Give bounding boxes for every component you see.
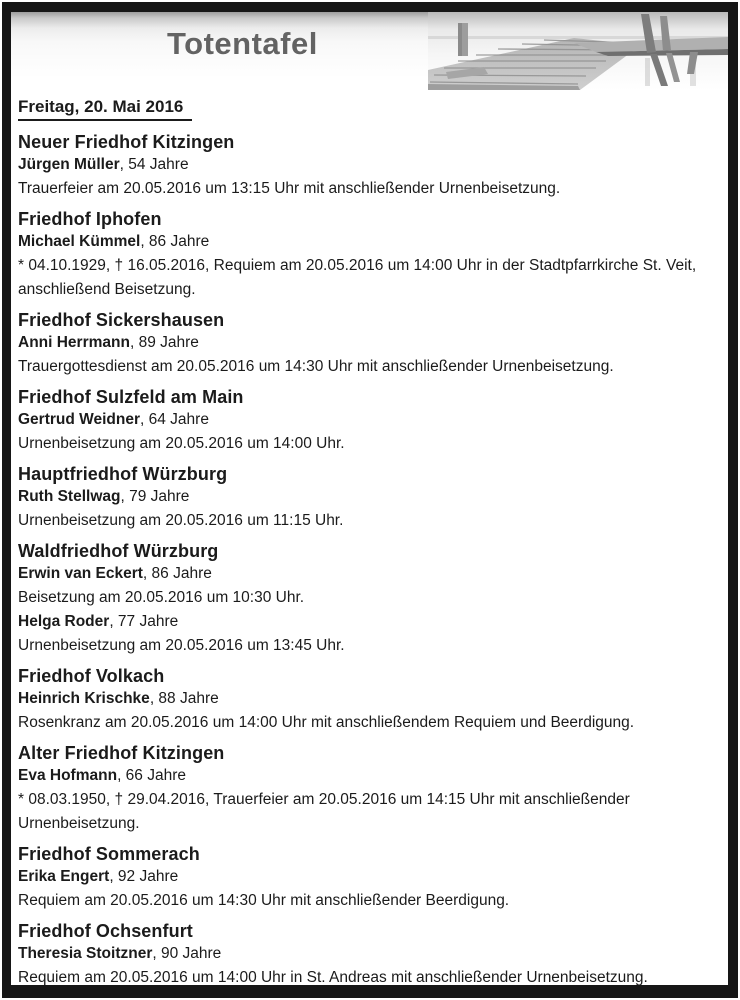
cemetery-section (18, 208, 722, 302)
deceased-line (18, 610, 722, 634)
deceased-name: Heinrich Krischke (18, 690, 150, 707)
deceased-age: , 64 Jahre (140, 411, 209, 428)
deceased-line (18, 764, 722, 788)
cemetery-name: Friedhof Ochsenfurt (18, 921, 193, 941)
deceased-line (18, 331, 722, 355)
page-title: Totentafel (167, 26, 318, 61)
cemetery-section (18, 131, 722, 201)
deceased-age: , 66 Jahre (117, 767, 186, 784)
cemetery-name: Neuer Friedhof Kitzingen (18, 132, 235, 152)
deceased-name: Erika Engert (18, 868, 110, 885)
deceased-name: Jürgen Müller (18, 156, 120, 173)
deceased-line (18, 687, 722, 711)
cemetery-section (18, 742, 722, 836)
deceased-age: , 86 Jahre (142, 565, 212, 582)
cemetery-name: Waldfriedhof Würzburg (18, 541, 219, 561)
deceased-line (18, 153, 722, 177)
deceased-age: , 90 Jahre (152, 945, 222, 962)
deceased-name: Eva Hofmann (18, 767, 118, 784)
deceased-age: , 54 Jahre (119, 156, 189, 173)
cemetery-section (18, 386, 722, 456)
funeral-detail: Rosenkranz am 20.05.2016 um 14:00 Uhr mit anschließendem Requiem und Beerdigung. (18, 714, 635, 731)
deceased-age: , 86 Jahre (140, 233, 210, 250)
funeral-detail: Urnenbeisetzung am 20.05.2016 um 11:15 Uhr. (18, 512, 344, 529)
notices-content (11, 90, 728, 990)
cemetery-name: Friedhof Iphofen (18, 209, 162, 229)
deceased-name: Ruth Stellwag (18, 488, 121, 505)
masthead (11, 12, 728, 90)
cemetery-name: Friedhof Sulzfeld am Main (18, 387, 244, 407)
cemetery-section (18, 540, 722, 658)
funeral-detail: Trauerfeier am 20.05.2016 um 13:15 Uhr mit anschließender Urnenbeisetzung. (18, 180, 561, 197)
cemetery-section (18, 843, 722, 913)
deceased-name: Erwin van Eckert (18, 565, 143, 582)
deceased-age: , 88 Jahre (149, 690, 219, 707)
deceased-age: , 92 Jahre (109, 868, 179, 885)
funeral-detail: Beisetzung am 20.05.2016 um 10:30 Uhr. (18, 589, 305, 606)
cemetery-section (18, 920, 722, 990)
cemetery-section (18, 665, 722, 735)
deceased-name: Gertrud Weidner (18, 411, 141, 428)
cemetery-name: Hauptfriedhof Würzburg (18, 464, 228, 484)
deceased-age: , 77 Jahre (109, 613, 179, 630)
cemetery-name: Alter Friedhof Kitzingen (18, 743, 225, 763)
deceased-age: , 79 Jahre (120, 488, 190, 505)
cemetery-name: Friedhof Volkach (18, 666, 165, 686)
cemetery-name: Friedhof Sickershausen (18, 310, 225, 330)
date-heading: Freitag, 20. Mai 2016 (18, 96, 192, 121)
deceased-name: Helga Roder (18, 613, 110, 630)
funeral-detail: * 04.10.1929, † 16.05.2016, Requiem am 20.05.2016 um 14:00 Uhr in der Stadtpfarrkirche St. Veit, anschließend Beisetzung. (18, 257, 697, 298)
deceased-name: Michael Kümmel (18, 233, 141, 250)
deceased-line (18, 942, 722, 966)
cemetery-name: Friedhof Sommerach (18, 844, 200, 864)
deceased-line (18, 865, 722, 889)
deceased-name: Anni Herrmann (18, 334, 130, 351)
notice-page-frame (2, 2, 738, 998)
funeral-detail: Requiem am 20.05.2016 um 14:30 Uhr mit anschließender Beerdigung. (18, 892, 510, 909)
funeral-detail: Requiem am 20.05.2016 um 14:00 Uhr in St. Andreas mit anschließender Urnenbeisetzung. (18, 969, 648, 986)
cemetery-section (18, 309, 722, 379)
funeral-detail: Urnenbeisetzung am 20.05.2016 um 13:45 Uhr. (18, 637, 345, 654)
funeral-detail: * 08.03.1950, † 29.04.2016, Trauerfeier am 20.05.2016 um 14:15 Uhr mit anschließender Urnenbeisetzung. (18, 791, 630, 832)
deceased-line (18, 485, 722, 509)
deceased-name: Theresia Stoitzner (18, 945, 153, 962)
funeral-detail: Urnenbeisetzung am 20.05.2016 um 14:00 Uhr. (18, 435, 345, 452)
funeral-detail: Trauergottesdienst am 20.05.2016 um 14:30 Uhr mit anschließender Urnenbeisetzung. (18, 358, 614, 375)
deceased-line (18, 408, 722, 432)
deceased-line (18, 562, 722, 586)
cemetery-section (18, 463, 722, 533)
deceased-age: , 89 Jahre (129, 334, 199, 351)
deceased-line (18, 230, 722, 254)
pier-photo (428, 12, 728, 90)
